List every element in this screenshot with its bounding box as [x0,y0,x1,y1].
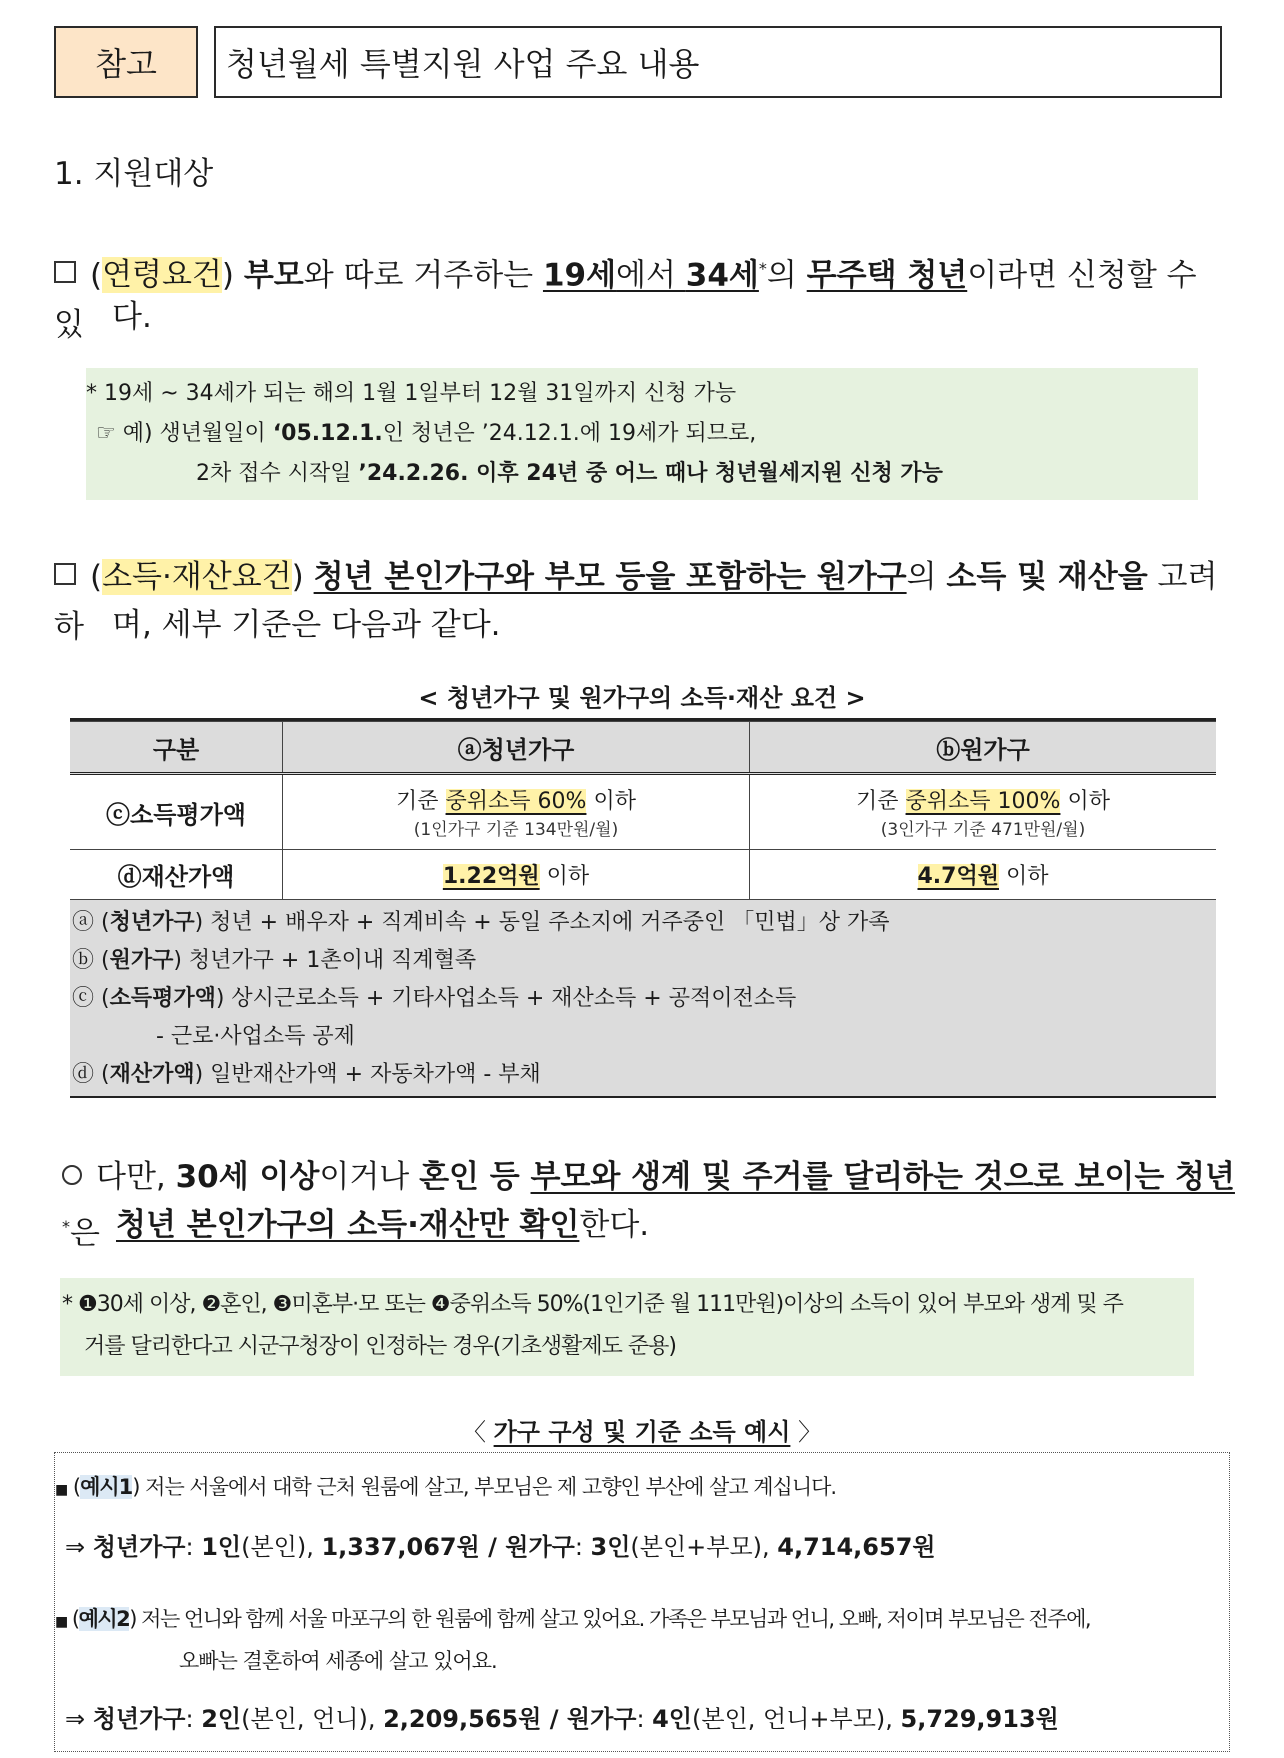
table-row [70,850,1216,900]
text: 2차 접수 시작일 [196,461,359,486]
text: 기준 [396,789,446,814]
text-over-30: 30세 이상 [175,1159,320,1195]
text: 은 [70,1215,100,1252]
text: 이하 [539,864,590,889]
example-2-cont: 오빠는 결혼하여 세종에 살고 있어요. [179,1649,497,1673]
text: 〈 [461,1418,494,1446]
text: 중위소득 60% [445,789,587,814]
note-line [72,1056,1214,1094]
text-homeless-youth: 무주택 청년 [806,257,968,294]
age-label: 연령요건 [102,257,222,294]
table-cell [750,850,1217,900]
table-cell [750,774,1217,850]
examples-caption [54,1412,1230,1447]
income-requirement-cont: 며, 세부 기준은 다음과 같다. [112,607,501,643]
text: 1,337,067원 / 원가구 [321,1533,575,1561]
text-age-34: 34세 [685,257,759,294]
note-line [72,904,1214,942]
text: : [574,1533,591,1561]
square-bullet-icon: ■ [55,1614,67,1630]
text: 고려하 [54,559,1218,645]
table-caption: < 청년가구 및 원가구의 소득·재산 요건 > [418,684,866,712]
section-heading: 1. 지원대상 [54,156,214,192]
text: 이하 [998,864,1049,889]
text: 청년가구 [109,910,195,935]
text: 이하 [1060,789,1110,814]
text: 청년가구 [92,1705,186,1733]
table-cell [283,850,750,900]
text: (본인, 언니), [241,1705,384,1733]
table-header: 구분 [70,722,283,774]
text-households: 청년 본인가구와 부모 등을 포함하는 원가구 [313,559,907,595]
example-label: 예시2 [78,1607,130,1631]
text: 원가구 [109,948,174,973]
text: ) 일반재산가액 + 자동차가액 - 부채 [194,1062,541,1087]
cell-subtext: (3인가구 기준 471만원/월) [880,820,1086,840]
text: 4인 [652,1705,693,1733]
age-requirement: (연령요건) 부모와 따로 거주하는 19세에서 34세*의 무주택 청년이라면 신청할 수 있 [54,257,1197,344]
example-1-result [65,1527,936,1562]
note-line [72,942,1214,980]
note-line [72,980,1214,1018]
text: 2,209,565원 / 원가구 [383,1705,637,1733]
example-2-result [65,1699,1059,1734]
text: 의 [766,257,807,294]
text-income-assets: 소득 및 재산을 [946,559,1148,595]
highlight-value: 4.7억원 [917,864,999,889]
checkbox-bullet-icon [54,563,76,585]
age-note [86,368,1198,500]
income-requirement: (소득·재산요건) 청년 본인가구와 부모 등을 포함하는 원가구의 소득 및 재산을 고려하 [54,559,1218,645]
text: ) 청년 + 배우자 + 직계비속 + 동일 주소지에 거주중인 「민법」상 가족 [194,910,890,935]
income-label: 소득·재산요건 [102,559,292,595]
requirements-table [70,718,1216,1098]
age-note-line2 [86,414,1198,454]
text: (본인, 언니+부모), [692,1705,901,1733]
text: ⓒ ( [72,986,110,1011]
text: 2인 [201,1705,242,1733]
text: 이라면 신청할 수 있 [54,257,1197,344]
text: 기준 [856,789,906,814]
table-header: ⓐ청년가구 [283,722,750,774]
text: (본인+부모), [630,1533,778,1561]
text-independent-youth: 부모와 생계 및 주거를 달리하는 것으로 보이는 청년 [530,1159,1235,1195]
text: ) 저는 서울에서 대학 근처 원룸에 살고, 부모님은 제 고향인 부산에 살고 계십니다. [132,1475,837,1499]
table-header: ⓑ원가구 [750,722,1217,774]
text: 와 따로 거주하는 [303,257,543,294]
row-label: ⓓ재산가액 [70,850,283,900]
text: 재산가액 [109,1062,195,1087]
text: 에서 [616,257,686,294]
age-note-line1: * 19세 ~ 34세가 되는 해의 1월 1일부터 12월 31일까지 신청 가능 [86,381,737,406]
table-notes [70,900,1216,1096]
text: 소득평가액 [109,986,216,1011]
example-2: ■ (예시2) 저는 언니와 함께 서울 마포구의 한 원룸에 함께 살고 있어요. 가족은 부모님과 언니, 오빠, 저이며 부모님은 전주에, [55,1607,1091,1631]
text: 인 청년은 ’24.12.1.에 19세가 되므로, [382,421,757,446]
exception-note [60,1278,1194,1376]
footnote-mark: * [62,1217,70,1236]
example-label: 예시1 [80,1475,133,1499]
text-check-own-only: 청년 본인가구의 소득·재산만 확인 [116,1207,580,1243]
text: : [185,1705,202,1733]
text: ) 저는 언니와 함께 서울 마포구의 한 원룸에 함께 살고 있어요. 가족은 부모님과 언니, 오빠, 저이며 부모님은 전주에, [129,1607,1091,1631]
text: 가구 구성 및 기준 소득 예시 [493,1418,791,1446]
exception-note-line2: 거를 달리한다고 시군구청장이 인정하는 경우(기초생활제도 준용) [84,1334,676,1359]
text: ☞ 예) 생년월일이 [96,421,273,446]
exception-note-line1: * ❶30세 이상, ❷혼인, ❸미혼부·모 또는 ❹중위소득 50%(1인기준 월 111만원)이상의 소득이 있어 부모와 생계 및 주 [62,1292,1123,1317]
text-age-19: 19세 [542,257,617,294]
text: : [185,1533,202,1561]
text: 중위소득 100% [905,789,1061,814]
arrow-icon: ⇒ [65,1533,93,1561]
text: 다만, [96,1159,176,1195]
text-birthdate: ‘05.12.1. [272,421,383,446]
text: - 근로·사업소득 공제 [156,1024,355,1049]
text: ⓐ ( [72,910,110,935]
highlight-value [906,789,1061,814]
text: (본인), [241,1533,322,1561]
table-row [70,774,1216,850]
text-apply-period: ’24.2.26. 이후 24년 중 어느 때나 청년월세지원 신청 가능 [358,461,943,486]
text: 의 [906,559,947,595]
text: 청년가구 [92,1533,186,1561]
row-label: ⓒ소득평가액 [70,774,283,850]
example-1: ■ (예시1) 저는 서울에서 대학 근처 원룸에 살고, 부모님은 제 고향인 부산에 살고 계십니다. [55,1475,837,1499]
text: 1인 [201,1533,242,1561]
examples-box [54,1452,1230,1752]
age-note-line3 [86,454,1198,494]
circle-bullet-icon [62,1165,82,1185]
table-cell [283,774,750,850]
text: : [636,1705,653,1733]
exception-paragraph-cont [116,1200,649,1250]
text-marriage: 혼인 등 [419,1159,531,1195]
text: ⓓ ( [72,1062,110,1087]
footnote-mark: * [758,259,767,278]
checkbox-bullet-icon [54,261,76,283]
text: 이거나 [319,1159,420,1195]
age-requirement-cont: 다. [112,299,152,335]
text: 이하 [586,789,636,814]
text: ) 상시근로소득 + 기타사업소득 + 재산소득 + 공적이전소득 [215,986,797,1011]
highlight-value [446,789,587,814]
text: 3인 [590,1533,631,1561]
note-line [72,1018,1214,1056]
text: ⓑ ( [72,948,110,973]
cell-subtext: (1인가구 기준 134만원/월) [413,820,619,840]
page-title: 청년월세 특별지원 사업 주요 내용 [214,26,1222,98]
text: 한다. [579,1207,650,1243]
highlight-value: 1.22억원 [442,864,540,889]
arrow-icon: ⇒ [65,1705,93,1733]
text: 5,729,913원 [900,1705,1059,1733]
text: ) 청년가구 + 1촌이내 직계혈족 [173,948,477,973]
reference-tag: 참고 [54,26,198,98]
square-bullet-icon: ■ [55,1482,68,1498]
text-parents: 부모 [243,257,304,294]
text: 〉 [790,1418,823,1446]
text: 4,714,657원 [777,1533,936,1561]
